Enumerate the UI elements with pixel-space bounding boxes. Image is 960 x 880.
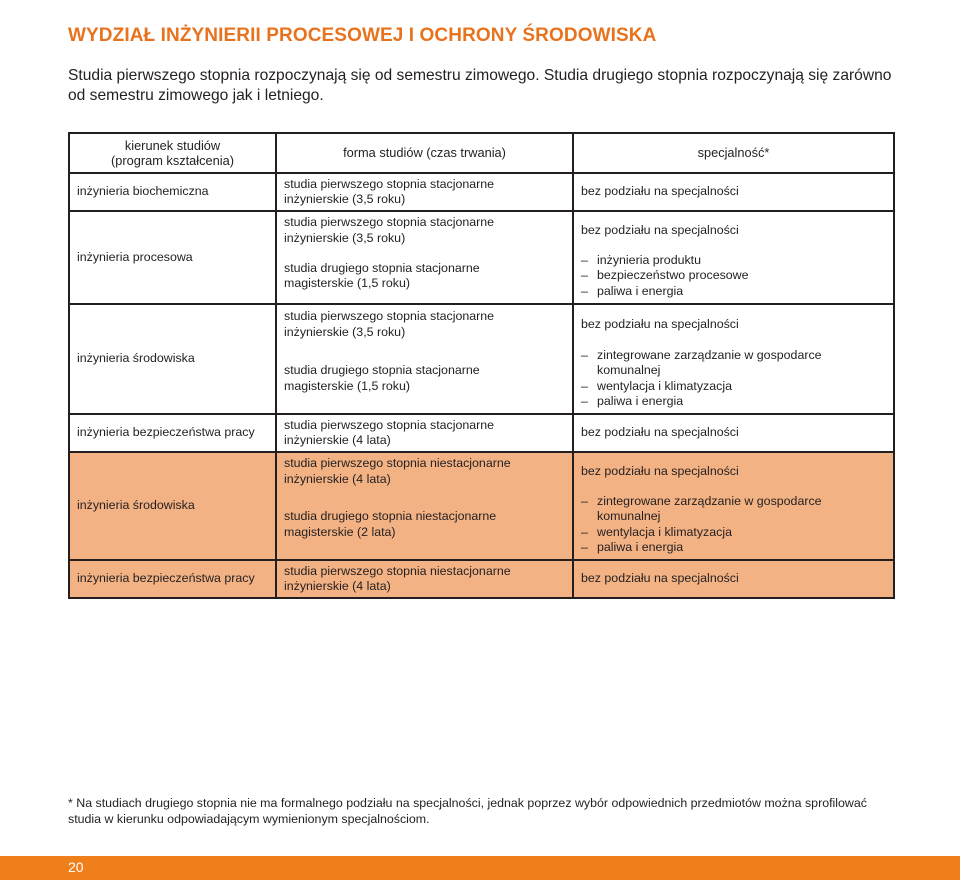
specjalnosc-cell <box>573 490 894 560</box>
forma-cell: studia pierwszego stopnia niestacjonarne inżynierskie (4 lata) <box>276 560 573 598</box>
list-item: – wentylacja i klimatyzacja <box>581 525 886 541</box>
specjalnosc-cell: bez podziału na specjalności <box>573 414 894 452</box>
header-forma: forma studiów (czas trwania) <box>276 133 573 173</box>
footnote-line-2: studia w kierunku odpowiadającym wymienionym specjalnościom. <box>68 812 430 826</box>
table-row <box>69 452 894 490</box>
table-row <box>69 414 894 452</box>
list-item: – zintegrowane zarządzanie w gospodarce komunalnej <box>581 494 886 525</box>
list-item: – paliwa i energia <box>581 284 886 300</box>
page-number: 20 <box>68 859 84 875</box>
specjalnosc-cell: bez podziału na specjalności <box>573 452 894 490</box>
table-row <box>69 560 894 598</box>
forma-cell: studia drugiego stopnia stacjonarne magisterskie (1,5 roku) <box>276 249 573 304</box>
table-row <box>69 304 894 344</box>
table-row <box>69 173 894 211</box>
kierunek-cell: inżynieria środowiska <box>69 304 276 414</box>
footnote <box>68 795 908 827</box>
kierunek-cell: inżynieria środowiska <box>69 452 276 560</box>
intro-paragraph <box>68 66 918 106</box>
intro-line-1: Studia pierwszego stopnia rozpoczynają się od semestru zimowego. Studia drugiego stopnia rozpoczynają się zarówno <box>68 67 892 84</box>
forma-cell: studia drugiego stopnia niestacjonarne magisterskie (2 lata) <box>276 490 573 560</box>
kierunek-cell: inżynieria bezpieczeństwa pracy <box>69 414 276 452</box>
specjalnosc-cell: bez podziału na specjalności <box>573 560 894 598</box>
specjalnosc-cell <box>573 249 894 304</box>
footer-bar <box>0 856 960 880</box>
forma-cell: studia drugiego stopnia stacjonarne magisterskie (1,5 roku) <box>276 344 573 414</box>
list-item: – wentylacja i klimatyzacja <box>581 379 886 395</box>
specjalnosc-list <box>581 253 886 300</box>
specjalnosc-list <box>581 348 886 410</box>
header-kierunek: kierunek studiów (program kształcenia) <box>69 133 276 173</box>
forma-cell: studia pierwszego stopnia stacjonarne inżynierskie (3,5 roku) <box>276 211 573 249</box>
specjalnosc-cell: bez podziału na specjalności <box>573 304 894 344</box>
table-header-row <box>69 133 894 173</box>
list-item: – zintegrowane zarządzanie w gospodarce komunalnej <box>581 348 886 379</box>
specjalnosc-list <box>581 494 886 556</box>
list-item: – paliwa i energia <box>581 540 886 556</box>
forma-cell: studia pierwszego stopnia stacjonarne inżynierskie (4 lata) <box>276 414 573 452</box>
page-title: WYDZIAŁ INŻYNIERII PROCESOWEJ I OCHRONY ŚRODOWISKA <box>68 25 657 46</box>
kierunek-cell: inżynieria bezpieczeństwa pracy <box>69 560 276 598</box>
table-row <box>69 211 894 249</box>
intro-line-2: od semestru zimowego jak i letniego. <box>68 87 324 104</box>
kierunek-cell: inżynieria biochemiczna <box>69 173 276 211</box>
forma-cell: studia pierwszego stopnia stacjonarne inżynierskie (3,5 roku) <box>276 304 573 344</box>
forma-cell: studia pierwszego stopnia stacjonarne inżynierskie (3,5 roku) <box>276 173 573 211</box>
forma-cell: studia pierwszego stopnia niestacjonarne inżynierskie (4 lata) <box>276 452 573 490</box>
list-item: – inżynieria produktu <box>581 253 886 269</box>
footnote-line-1: * Na studiach drugiego stopnia nie ma formalnego podziału na specjalności, jednak poprzez wybór odpowiednich przedmiotów można sprofilować <box>68 796 867 810</box>
specjalnosc-cell <box>573 344 894 414</box>
specjalnosc-cell: bez podziału na specjalności <box>573 211 894 249</box>
kierunek-cell: inżynieria procesowa <box>69 211 276 304</box>
list-item: – paliwa i energia <box>581 394 886 410</box>
header-specjalnosc: specjalność* <box>573 133 894 173</box>
list-item: – bezpieczeństwo procesowe <box>581 268 886 284</box>
specjalnosc-cell: bez podziału na specjalności <box>573 173 894 211</box>
programs-table <box>68 132 895 599</box>
